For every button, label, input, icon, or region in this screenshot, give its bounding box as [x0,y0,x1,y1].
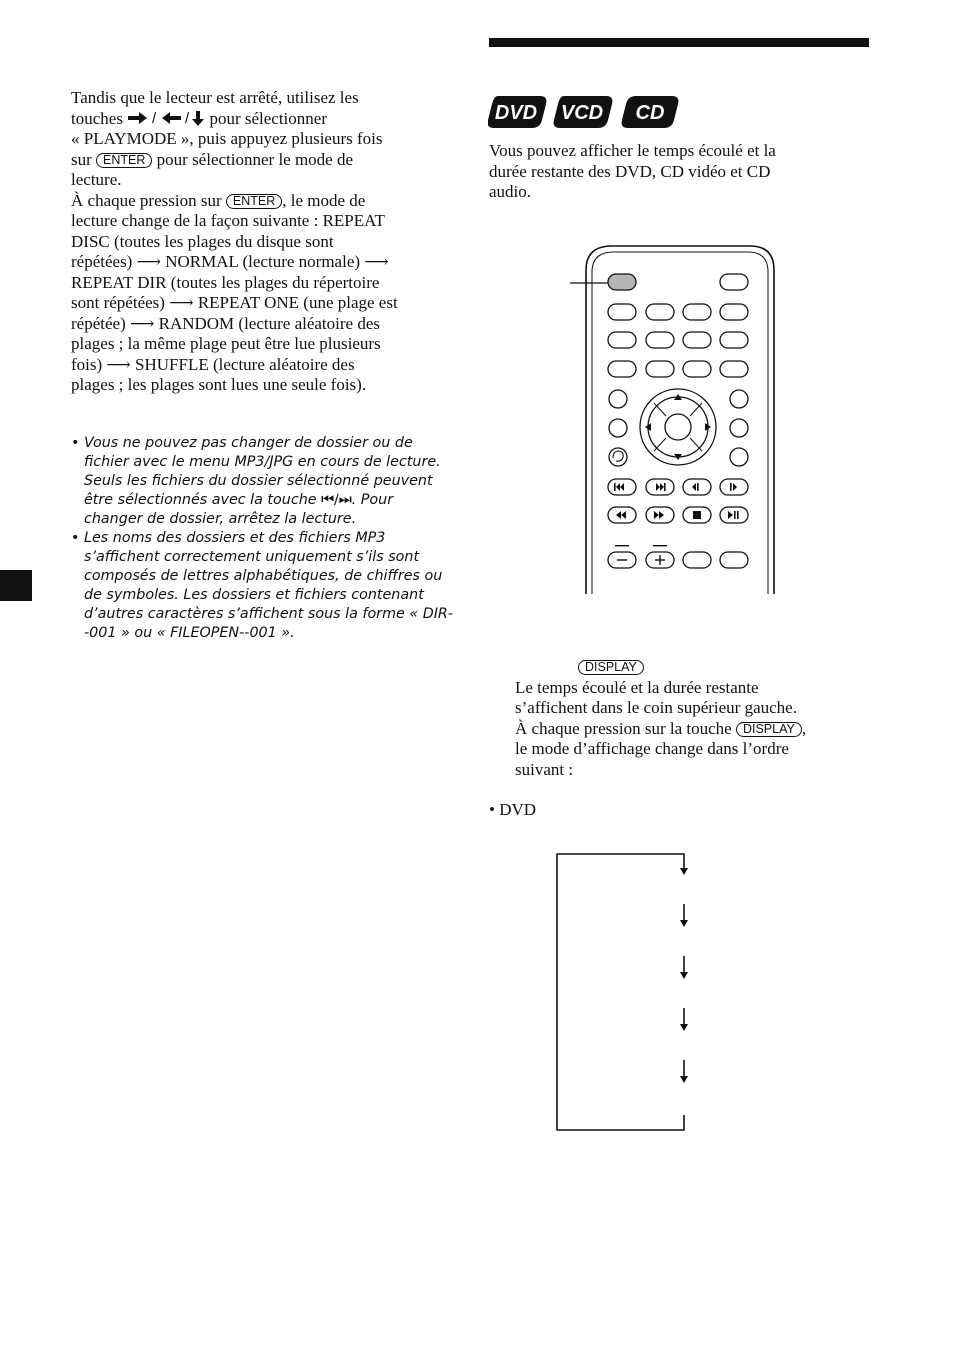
text-line: lecture change de la façon suivante : REPEAT [71,211,385,230]
text-line: plages ; la même plage peut être lue plusieurs [71,334,381,353]
text-line: suivant : [515,759,574,779]
playmode-instructions [71,88,456,396]
svg-text:CD: CD [635,102,665,124]
svg-text:/: / [185,109,190,126]
enter-button [665,414,691,440]
text-line: sont répétées) ⟶ REPEAT ONE (une plage est [71,293,398,312]
notes-block [71,434,456,643]
remote-button [683,304,711,320]
text-line: Vous pouvez afficher le temps écoulé et la [489,141,776,160]
text-line: s’affichent dans le coin supérieur gauche. [515,698,797,717]
dvd-badge [488,96,546,128]
remote-button [683,552,711,568]
enter-key: ENTER [226,194,282,209]
power-button [720,274,748,290]
skip-icon: ⏮/⏭ [321,492,352,508]
remote-button [720,552,748,568]
text-line: touches / / pour sélectionner [71,108,327,128]
right-arrow-icon: ⟶ [129,313,155,333]
down-arrow-icon [680,1024,688,1031]
remote-button [609,390,627,408]
remote-button [646,304,674,320]
text-line: À chaque pression sur la touche DISPLAY , [515,718,807,738]
text-line: le mode d’affichage change dans l’ordre [515,739,789,758]
display-key: DISPLAY [578,660,644,675]
text-line: audio. [489,182,532,201]
remote-button [646,332,674,348]
format-badges [488,94,688,130]
remote-button [730,390,748,408]
intro-text [489,141,869,203]
svg-text:DVD: DVD [494,102,538,124]
text-line: DISC (toutes les plages du disque sont [71,231,334,251]
down-arrow-icon [680,868,688,875]
text-line: durée restante des DVD, CD vidéo et CD [489,161,771,181]
right-arrow-icon: ⟶ [364,252,389,271]
remote-button [720,361,748,377]
remote-button [720,304,748,320]
right-arrow-icon: ⟶ [169,293,194,312]
dvd-label: • DVD [489,800,537,819]
remote-button [646,361,674,377]
down-arrow-icon [680,1076,688,1083]
text-line: À chaque pression sur ENTER , le mode de [71,190,366,210]
down-arrow-icon [680,920,688,927]
remote-button [730,448,748,466]
remote-button [609,419,627,437]
svg-text:/: / [152,109,157,126]
arrow-keys-icon [127,110,205,126]
remote-button [683,332,711,348]
remote-button [683,361,711,377]
down-arrow-icon [680,972,688,979]
display-step [515,657,875,780]
vcd-badge [554,96,613,128]
remote-button [608,332,636,348]
text-line: REPEAT DIR (toutes les plages du répertoire [71,272,380,292]
right-arrow-icon: ⟶ [136,252,161,271]
text-line: Le temps écoulé et la durée restante [515,677,759,697]
remote-button [608,361,636,377]
section-header-rule [489,38,869,47]
remote-button [608,304,636,320]
text-line: répétées) ⟶ NORMAL (lecture normale) ⟶ [71,252,389,271]
right-arrow-icon: ⟶ [106,354,131,374]
display-key: DISPLAY [736,722,802,737]
cycle-loop [557,854,684,1130]
text-line [515,657,875,678]
text-line: « PLAYMODE », puis appuyez plusieurs fois [71,129,383,148]
text-line: sur ENTER pour sélectionner le mode de [71,149,354,169]
remote-button [720,332,748,348]
text-line: plages ; les plages sont lues une seule fois). [71,375,367,394]
text-line: répétée) ⟶ RANDOM (lecture aléatoire des [71,313,380,333]
display-cycle-diagram [552,850,692,1134]
remote-control-illustration [568,240,788,600]
remote-button [730,419,748,437]
svg-text:VCD: VCD [560,102,604,124]
text-line: fois) ⟶ SHUFFLE (lecture aléatoire des [71,354,355,374]
note-item: • Les noms des dossiers et des fichiers MP3 s’affichent correctement uniquement s’ils sont composés de lettres alphabétiques, de chiffres ou de symboles. Les dossiers et fichiers contenant d’autres caractères s’affichent sous la forme « DIR--001 » ou « FILEOPEN--001 ». [71,529,456,643]
enter-key: ENTER [96,153,152,168]
text-line: Tandis que le lecteur est arrêté, utilisez les [71,88,359,107]
side-tab [0,570,32,601]
display-button [608,274,636,290]
cd-badge [622,96,679,128]
text-line: lecture. [71,170,122,189]
note-item: • Vous ne pouvez pas changer de dossier ou de fichier avec le menu MP3/JPG en cours de lecture. Seuls les fichiers du dossier sélectionné peuvent être sélectionnés avec la touche ⏮/⏭. Pour changer de dossier, arrêtez la lecture. [71,434,456,529]
